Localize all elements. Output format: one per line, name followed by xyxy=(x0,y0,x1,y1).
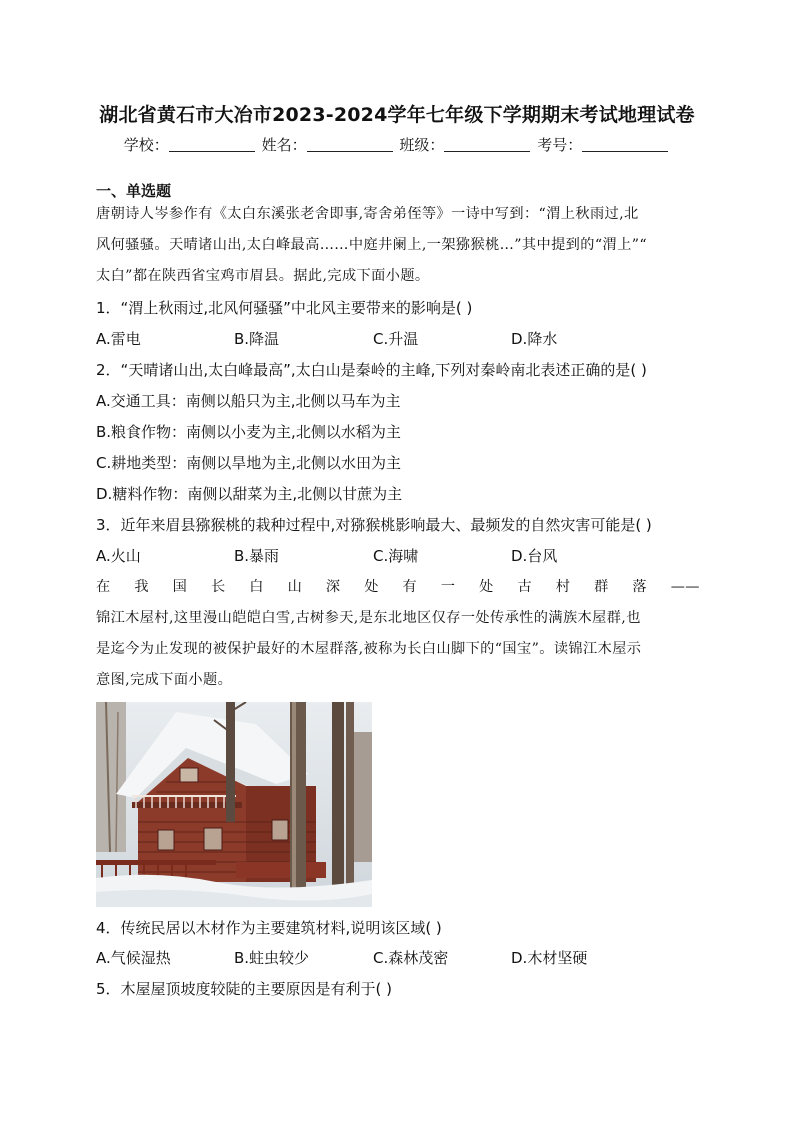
question-4-stem: 4．传统民居以木材作为主要建筑材料,说明该区域( ) xyxy=(96,919,442,937)
passage-2-line-justified xyxy=(96,572,700,603)
question-1-stem: 1．“渭上秋雨过,北风何骚骚”中北风主要带来的影响是( ) xyxy=(96,299,473,317)
exam-no-label: 考号： xyxy=(537,136,583,154)
passage-2-char: 有 xyxy=(402,579,418,595)
passage-2-line: 是迄今为止发现的被保护最好的木屋群落,被称为长白山脚下的“国宝”。读锦江木屋示 xyxy=(96,641,642,657)
school-label: 学校： xyxy=(123,136,169,154)
passage-1-line: 太白”都在陕西省宝鸡市眉县。据此,完成下面小题。 xyxy=(96,268,430,284)
passage-2-char: 白 xyxy=(249,579,264,595)
passage-1 xyxy=(96,199,700,292)
student-info-line xyxy=(0,134,794,155)
class-label: 班级： xyxy=(399,136,445,154)
class-blank[interactable] xyxy=(444,137,530,152)
question-3-option-c[interactable]: C.海啸 xyxy=(373,547,419,565)
question-1-option-c[interactable]: C.升温 xyxy=(373,330,419,348)
question-1-option-a[interactable]: A.雷电 xyxy=(96,330,141,348)
question-4-option-d[interactable]: D.木材坚硬 xyxy=(511,949,588,967)
question-4-option-c[interactable]: C.森林茂密 xyxy=(373,949,449,967)
question-3-option-d[interactable]: D.台风 xyxy=(511,547,558,565)
passage-2-char: 我 xyxy=(134,579,149,595)
question-3-option-b[interactable]: B.暴雨 xyxy=(234,547,280,565)
passage-2-char: 群 xyxy=(594,579,609,595)
name-label: 姓名： xyxy=(261,136,307,154)
question-2-stem: 2．“天晴诸山出,太白峰最高”,太白山是秦岭的主峰,下列对秦岭南北表述正确的是( ) xyxy=(96,361,647,379)
passage-2-char: 在 xyxy=(96,579,111,595)
passage-2-char: 村 xyxy=(555,579,571,595)
question-2-option-b[interactable]: B.粮食作物：南侧以小麦为主,北侧以水稻为主 xyxy=(96,423,401,441)
passage-2-line: 锦江木屋村,这里漫山皑皑白雪,古树参天,是东北地区仅存一处传承性的满族木屋群,也 xyxy=(96,610,641,626)
question-2-option-d[interactable]: D.糖料作物：南侧以甜菜为主,北侧以甘蔗为主 xyxy=(96,485,403,503)
log-cabin-in-snow-photo-icon xyxy=(96,702,372,907)
school-blank[interactable] xyxy=(169,137,255,152)
question-5-stem: 5．木屋屋顶坡度较陡的主要原因是有利于( ) xyxy=(96,980,393,998)
exam-no-blank[interactable] xyxy=(582,137,668,152)
question-2-option-c[interactable]: C.耕地类型：南侧以旱地为主,北侧以水田为主 xyxy=(96,454,402,472)
passage-2-char: —— xyxy=(670,579,700,595)
question-4-option-a[interactable]: A.气候湿热 xyxy=(96,949,171,967)
log-cabin-photo xyxy=(96,702,372,907)
passage-2-char: 一 xyxy=(440,579,456,595)
question-2-option-a[interactable]: A.交通工具：南侧以船只为主,北侧以马车为主 xyxy=(96,392,401,410)
passage-2-char: 山 xyxy=(287,579,303,595)
passage-2 xyxy=(96,572,700,696)
name-blank[interactable] xyxy=(307,137,393,152)
question-1-option-b[interactable]: B.降温 xyxy=(234,330,280,348)
passage-1-line: 风何骚骚。天晴诸山出,太白峰最高……中庭井阑上,一架猕猴桃…”其中提到的“渭上”“ xyxy=(96,237,647,253)
question-3-stem: 3．近年来眉县猕猴桃的栽种过程中,对猕猴桃影响最大、最频发的自然灾害可能是( ) xyxy=(96,516,652,534)
passage-1-line: 唐朝诗人岑参作有《太白东溪张老舍即事,寄舍弟侄等》一诗中写到：“渭上秋雨过,北 xyxy=(96,206,639,222)
question-1-option-d[interactable]: D.降水 xyxy=(511,330,558,348)
exam-title: 湖北省黄石市大冶市2023-2024学年七年级下学期期末考试地理试卷 xyxy=(99,104,695,126)
passage-2-char: 国 xyxy=(172,579,188,595)
passage-2-char: 古 xyxy=(517,579,533,595)
passage-2-char: 落 xyxy=(632,579,647,595)
passage-2-char: 处 xyxy=(364,579,379,595)
question-4-option-b[interactable]: B.蛀虫较少 xyxy=(234,949,310,967)
passage-2-char: 处 xyxy=(479,579,494,595)
section-heading: 一、单选题 xyxy=(96,182,172,200)
passage-2-char: 长 xyxy=(210,579,226,595)
question-3-option-a[interactable]: A.火山 xyxy=(96,547,141,565)
passage-2-line: 意图,完成下面小题。 xyxy=(96,672,233,688)
passage-2-char: 深 xyxy=(325,579,341,595)
